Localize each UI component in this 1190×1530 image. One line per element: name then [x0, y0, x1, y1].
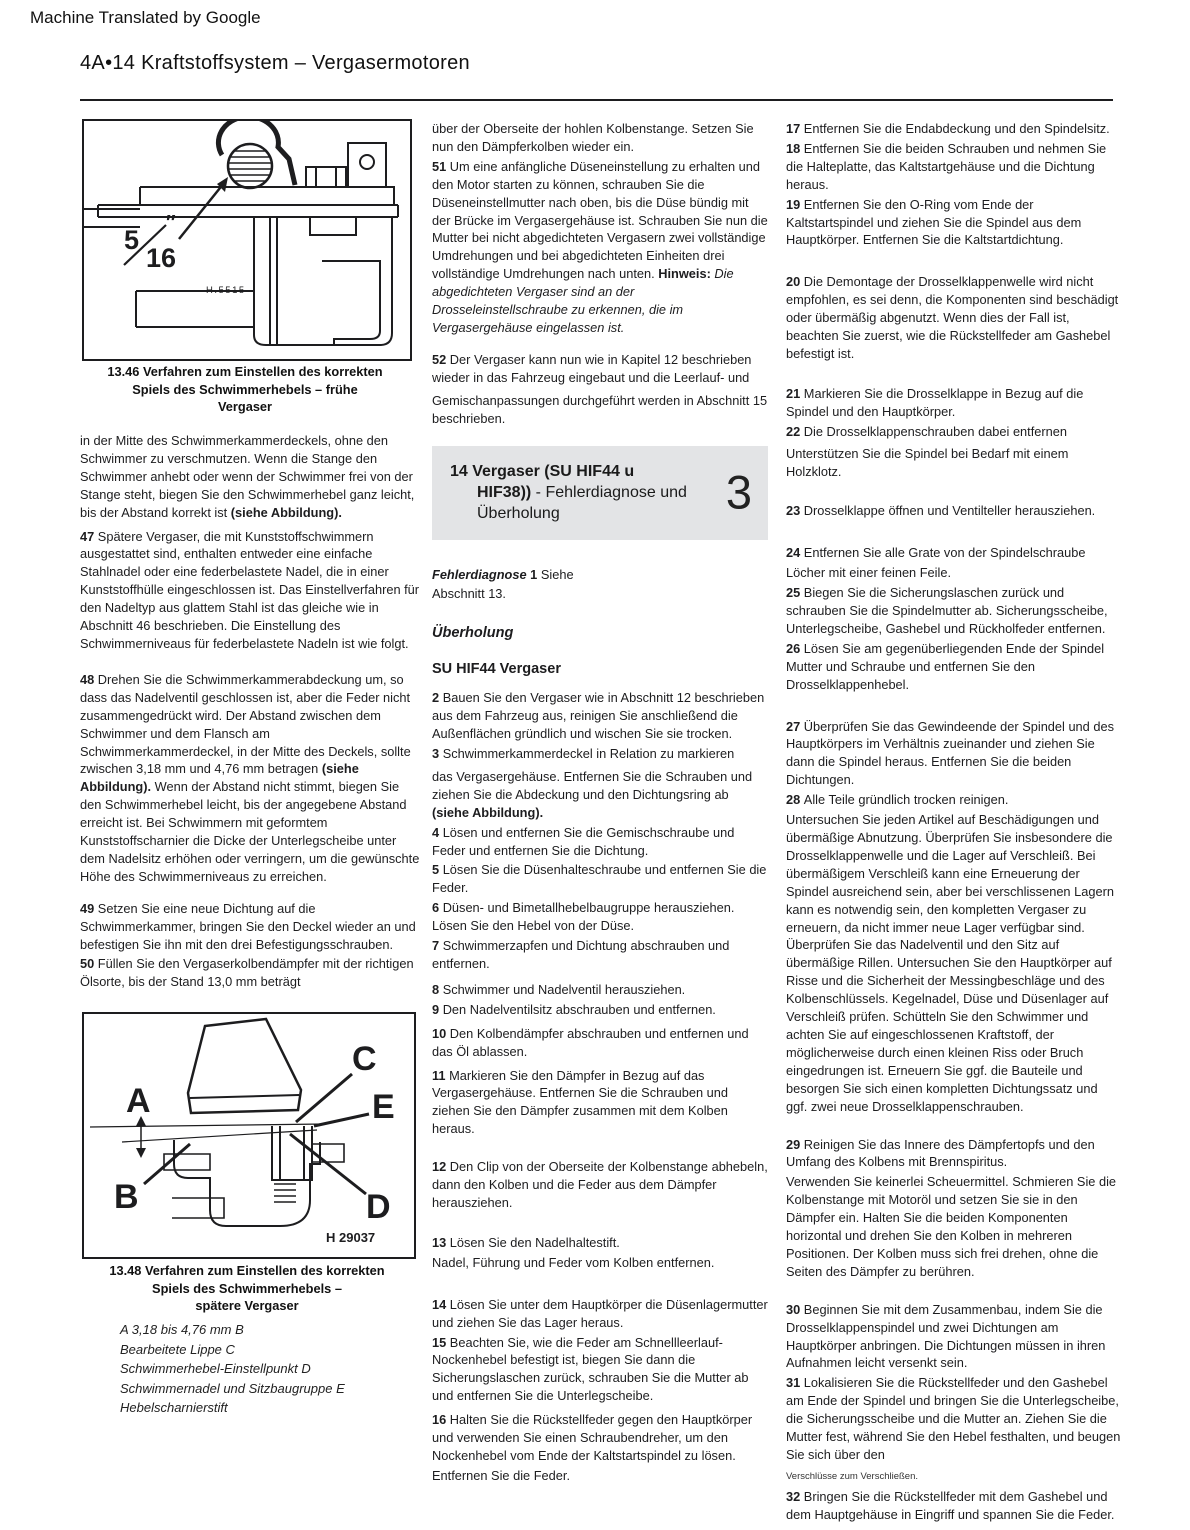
section-title-bold: HIF38)) — [477, 483, 532, 501]
paragraph — [432, 566, 768, 584]
text-run: in der Mitte des Schwimmerkammerdeckels, ohne den Schwimmer zu verschmutzen. Wenn die Stange den Schwimmer anhebt oder wenn der Schwimmer frei von der Stange steht, biegen Sie den Schwimmerhebel ganz leicht, bis der Abstand korrekt ist — [80, 433, 415, 520]
text-run: 7 — [432, 938, 443, 954]
text-run: 16 — [432, 1412, 450, 1428]
paragraph — [432, 1334, 768, 1406]
paragraph — [432, 937, 768, 973]
translation-watermark: Machine Translated by Google — [30, 8, 261, 27]
text-run: Untersuchen Sie jeden Artikel auf Beschädigungen und übermäßige Abnutzung. Überprüfen Sie insbesondere die Drosselklappenwelle und die Lager auf Verschleiß. Bei übermäßigem Verschleiß kann eine Erneuerung der Spindel ausreichend sein, aber bei verschlissenen Lagern kann es notwendig sein, den kompletten Vergaser zu erneuern, da nicht immer neue Lager verfügbar sind. Überprüfen Sie das Nadelventil und den Sitz auf übermäßige Rillen. Untersuchen Sie den Hauptkörper auf Risse und die Sicherheit der Messingbeschläge und des Kolbenschlüssels. Kegelnadel, Düse und Düsenlager auf Verschleiß prüfen. Schütteln Sie den Schwimmer und achten Sie auf eingeschlossenen Kraftstoff, der möglicherweise durch einen kleinen Riss oder Bruch eingedrungen ist. Erneuern Sie ggf. die Bauteile und besorgen Sie sich einen kompletten Dichtungssatz und ggf. zwei neue Drosselklappenschrauben. — [786, 812, 1114, 1114]
paragraph — [786, 718, 1121, 790]
label-b: B — [114, 1178, 139, 1216]
text-run: 47 — [80, 528, 98, 544]
text-run: 31 — [786, 1375, 804, 1391]
fraction-numerator: 5 — [124, 225, 140, 255]
text-run: 6 — [432, 900, 443, 916]
label-a: A — [126, 1082, 151, 1120]
paragraph — [786, 811, 1121, 1115]
text-run: 49 — [80, 900, 98, 916]
text-run: Den Kolbendämpfer abschrauben und entfernen und das Öl ablassen. — [432, 1025, 749, 1059]
paragraph — [432, 824, 768, 860]
text-run: 18 — [786, 140, 804, 156]
legend-line: Hebelscharnierstift — [120, 1400, 228, 1415]
text-run: 4 — [432, 824, 443, 840]
chapter-number: 3 — [725, 465, 752, 519]
legend-line: Schwimmernadel und Sitzbaugruppe E — [120, 1380, 345, 1396]
dimension-5-16-label — [124, 212, 176, 273]
text-run: Löcher mit einer feinen Feile. — [786, 565, 952, 581]
caption-line: Spiels des Schwimmerhebels – frühe — [132, 381, 358, 397]
text-run: 13 — [432, 1234, 450, 1250]
paragraph — [432, 981, 768, 999]
caption-line: Vergaser — [217, 399, 273, 414]
text-run: Entfernen Sie die Endabdeckung und den Spindelsitz. — [803, 121, 1110, 136]
paragraph — [432, 861, 768, 897]
text-run: Bringen Sie die Rückstellfeder mit dem Gashebel und dem Hauptgehäuse in Eingriff und spannen Sie die Feder. — [786, 1488, 1115, 1522]
section-title-line1: 14 Vergaser (SU HIF44 u — [450, 462, 635, 480]
text-run: Entfernen Sie die beiden Schrauben und nehmen Sie die Halteplatte, das Kaltstartgehäuse und die Dichtung heraus. — [786, 140, 1107, 192]
text-run: 51 — [432, 158, 450, 174]
text-run: Den Clip von der Oberseite der Kolbenstange abhebeln, dann den Kolben und die Feder aus dem Dämpfer herausziehen. — [432, 1159, 768, 1210]
text-run: 15 — [432, 1334, 450, 1350]
paragraph — [432, 351, 768, 387]
text-run: Drosselklappe öffnen und Ventilteller herausziehen. — [803, 503, 1096, 519]
text-run: 48 — [80, 671, 98, 687]
text-run: 32 — [786, 1488, 804, 1504]
text-run: Verschlüsse zum Verschließen. — [786, 1470, 919, 1482]
paragraph — [432, 158, 768, 337]
text-run: Alle Teile gründlich trocken reinigen. — [803, 792, 1009, 808]
text-run: Nadel, Führung und Feder vom Kolben entfernen. — [432, 1254, 715, 1270]
paragraph — [432, 1025, 768, 1061]
text-run: 1 — [530, 566, 541, 582]
text-run: Den Nadelventilsitz abschrauben und entfernen. — [442, 1001, 716, 1017]
text-run: 3 — [432, 746, 443, 762]
text-run: Der Vergaser kann nun wie in Kapitel 12 beschrieben wieder in das Fahrzeug eingebaut und die Leerlauf- und — [432, 351, 752, 385]
text-run: Füllen Sie den Vergaserkolbendämpfer mit der richtigen Ölsorte, bis der Stand 13,0 mm beträgt — [80, 956, 414, 990]
paragraph — [432, 745, 768, 763]
text-run: 27 — [786, 718, 804, 734]
text-run: Halten Sie die Rückstellfeder gegen den Hauptkörper und verwenden Sie einen Schraubendreher, um den Nockenhebel vom Ende der Kaltstartspindel zu lösen. — [432, 1412, 753, 1463]
paragraph — [786, 1466, 1121, 1486]
left-column-text — [80, 432, 420, 993]
paragraph — [432, 1411, 768, 1465]
paragraph — [432, 1001, 768, 1019]
figure-13-48-legend — [120, 1320, 410, 1418]
paragraph — [432, 1467, 768, 1485]
text-run: Lösen Sie den Nadelhaltestift. — [449, 1234, 620, 1250]
paragraph — [786, 120, 1121, 138]
text-run: Düsen- und Bimetallhebelbaugruppe herausziehen. Lösen Sie den Hebel von der Düse. — [432, 900, 735, 934]
text-run: 24 — [786, 545, 804, 561]
section-title-line3: Überholung — [477, 504, 560, 522]
text-run: 23 — [786, 503, 804, 519]
text-run: 26 — [786, 640, 804, 656]
text-run: 20 — [786, 274, 804, 290]
text-run: 11 — [432, 1067, 450, 1083]
text-run: Hinweis: — [658, 266, 711, 282]
text-run: Markieren Sie die Drosselklappe in Bezug auf die Spindel und den Hauptkörper. — [786, 385, 1084, 419]
paragraph — [786, 1136, 1121, 1172]
figure-13-48-caption — [82, 1262, 412, 1315]
text-run: Lösen und entfernen Sie die Gemischschraube und Feder und entfernen Sie die Dichtung. — [432, 824, 735, 858]
fraction-denominator: 16 — [146, 243, 177, 273]
text-run: Siehe — [540, 566, 574, 582]
text-run: Verwenden Sie keinerlei Scheuermittel. Schmieren Sie die Kolbenstange mit Motoröl und setzen Sie sie in den Dämpfer ein. Halten Sie die beiden Komponenten horizontal und drehen Sie den Kolben in mehreren Positionen. Der Kolben muss sich frei drehen, ohne die Seiten des Dämpfer zu berühren. — [786, 1174, 1117, 1279]
figure-13-46 — [82, 119, 412, 361]
text-run: Bauen Sie den Vergaser wie in Abschnitt 12 beschrieben aus dem Fahrzeug aus, reinigen Sie anschließend die Außenflächen gründlich und wischen Sie sie trocken. — [432, 690, 765, 742]
text-run: Reinigen Sie das Innere des Dämpfertopfs und den Umfang des Kolbens mit Brennspiritus. — [786, 1136, 1095, 1170]
text-run: Um eine anfängliche Düseneinstellung zu erhalten und den Motor starten zu können, schrauben Sie die Düseneinstellmutter nach oben, bis die Düse bündig mit der Brücke im Vergasergehäuse ist. Schrauben Sie nun die Mutter bei nicht abgedichteten Vergasern zwei vollständige Umdrehungen und bei abgedichteten Einheiten drei vollständige Umdrehungen nach unten. — [432, 158, 768, 282]
text-run: Gemischanpassungen durchgeführt werden in Abschnitt 15 beschrieben. — [432, 392, 768, 426]
text-run: Biegen Sie die Sicherungslaschen zurück und schrauben Sie die Spindelmutter ab. Sicherungsscheibe, Unterlegscheibe, Gashebel und Rückholfeder entfernen. — [786, 585, 1108, 636]
label-c: C — [352, 1040, 377, 1078]
text-run: SU HIF44 Vergaser — [432, 661, 561, 678]
text-run: Setzen Sie eine neue Dichtung auf die Schwimmerkammer, bringen Sie den Deckel wieder an und befestigen Sie ihn mit den drei Befestigungsschrauben. — [80, 900, 416, 952]
figure-13-46-caption — [82, 363, 408, 416]
float-lever-early-carburettor-drawing — [84, 121, 410, 359]
text-run: Lokalisieren Sie die Rückstellfeder und den Gashebel am Ende der Spindel und bringen Sie die Unterlegscheibe, die Sicherungsscheibe und die Mutter an. Ziehen Sie die Mutter fest, während Sie den Hebel festhalten, und beugen Sie sich über den — [786, 1375, 1121, 1462]
text-run: Die Drosselklappenschrauben dabei entfernen — [803, 423, 1068, 439]
paragraph — [786, 1488, 1121, 1524]
text-run: 22 — [786, 423, 804, 439]
paragraph — [80, 900, 420, 954]
caption-line: 13.46 Verfahren zum Einstellen des korrekten — [107, 364, 383, 379]
paragraph — [80, 955, 420, 991]
paragraph — [786, 445, 1121, 481]
heading — [432, 623, 768, 643]
text-run: das Vergasergehäuse. Entfernen Sie die Schrauben und ziehen Sie die Abdeckung und den Dichtungsring ab — [432, 768, 753, 802]
paragraph — [786, 584, 1121, 638]
paragraph — [80, 528, 420, 653]
paragraph — [432, 1234, 768, 1252]
paragraph — [786, 640, 1121, 694]
caption-line: 13.48 Verfahren zum Einstellen des korrekten — [109, 1263, 385, 1278]
middle-column-bottom-text — [432, 566, 768, 1485]
text-run: 5 — [432, 862, 443, 878]
paragraph — [786, 385, 1121, 421]
text-run: Schwimmerkammerdeckel in Relation zu markieren — [442, 746, 735, 762]
paragraph — [786, 196, 1121, 250]
text-run: 30 — [786, 1301, 804, 1317]
text-run: Überholung — [432, 625, 514, 642]
text-run: (siehe Abbildung). — [80, 761, 359, 795]
text-run: 21 — [786, 385, 804, 401]
paragraph — [786, 1301, 1121, 1373]
paragraph — [786, 544, 1121, 562]
text-run: 9 — [432, 1001, 443, 1017]
figure-13-48 — [82, 1012, 416, 1259]
text-run: 10 — [432, 1025, 450, 1041]
text-run: 52 — [432, 351, 450, 367]
paragraph — [432, 1158, 768, 1212]
right-column — [786, 120, 1121, 1526]
text-run: 29 — [786, 1136, 804, 1152]
legend-line: Bearbeitete Lippe C — [120, 1341, 235, 1357]
text-run: 14 — [432, 1296, 450, 1312]
text-run: (siehe Abbildung). — [432, 804, 544, 820]
middle-column-top-text — [432, 120, 768, 428]
text-run: Die Demontage der Drosselklappenwelle wird nicht empfohlen, es sei denn, die Komponenten sind beschädigt oder übermäßig abgenutzt. Wenn dies der Fall ist, beachten Sie zuerst, wie die Rückstellfeder am Gashebel befestigt ist. — [786, 274, 1119, 361]
text-run: Schwimmerzapfen und Dichtung abschrauben und entfernen. — [432, 938, 730, 971]
caption-line: Spiels des Schwimmerhebels – — [152, 1280, 342, 1296]
paragraph — [432, 120, 768, 156]
paragraph — [786, 1173, 1121, 1280]
paragraph — [432, 1296, 768, 1332]
caption-line: spätere Vergaser — [195, 1298, 299, 1313]
text-run: 28 — [786, 792, 804, 808]
header-divider — [80, 99, 1113, 101]
label-d: D — [366, 1188, 391, 1226]
text-run: 19 — [786, 196, 804, 212]
paragraph — [786, 423, 1121, 441]
text-run: 12 — [432, 1159, 450, 1175]
middle-column — [432, 120, 768, 1487]
paragraph — [786, 273, 1121, 363]
inch-mark: ″ — [166, 212, 176, 234]
text-run: Drehen Sie die Schwimmerkammerabdeckung um, so dass das Nadelventil geschlossen ist, aber die Feder nicht zusammengedrückt wird. Der Abstand zwischen dem Schwimmer und dem Flansch am Schwimmerkammerdeckel, in der Mitte des Deckels, sollte zwischen 3,18 mm und 4,76 mm betragen — [80, 671, 411, 777]
text-run: Markieren Sie den Dämpfer in Bezug auf das Vergasergehäuse. Entfernen Sie die Schrauben und ziehen Sie den Dämpfer zusammen mit dem Kolben heraus. — [432, 1067, 728, 1137]
text-run: 50 — [80, 956, 98, 972]
text-run: Die abgedichteten Vergaser sind an der Drosseleinstellschraube zu erkennen, die im Vergasergehäuse eingelassen ist. — [432, 266, 734, 335]
heading — [432, 659, 768, 679]
paragraph — [786, 791, 1121, 809]
legend-line: A 3,18 bis 4,76 mm B — [120, 1322, 244, 1337]
paragraph — [432, 768, 768, 822]
text-run: (siehe Abbildung). — [230, 504, 342, 520]
text-run: Lösen Sie unter dem Hauptkörper die Düsenlagermutter und ziehen Sie das Lager heraus. — [432, 1296, 768, 1330]
label-e: E — [372, 1088, 395, 1126]
legend-line: Schwimmerhebel-Einstellpunkt D — [120, 1361, 311, 1376]
text-run: Fehlerdiagnose — [432, 566, 531, 582]
text-run: über der Oberseite der hohlen Kolbenstange. Setzen Sie nun den Dämpferkolben wieder ein. — [432, 121, 754, 154]
paragraph — [432, 1254, 768, 1272]
text-run: Lösen Sie am gegenüberliegenden Ende der Spindel Mutter und Schraube und entfernen Sie den Drosselklappenhebel. — [786, 640, 1105, 692]
text-run: 2 — [432, 690, 443, 706]
text-run: Lösen Sie die Düsenhalteschraube und entfernen Sie die Feder. — [432, 862, 767, 896]
text-run: Spätere Vergaser, die mit Kunststoffschwimmern ausgestattet sind, enthalten entweder eine einfache Stahlnadel oder eine federbelastete Nadel, die in einer Kunststoffhülle eingeschlossen ist. Das Einstellverfahren für den Nadeltyp aus glattem Stahl ist das gleiche wie in Abschnitt 46 beschrieben. Die Einstellung des Schwimmerniveaus für federbelastete Nadeln ist wie folgt. — [80, 528, 420, 651]
text-run: Beginnen Sie mit dem Zusammenbau, indem Sie die Drosselklappenspindel und zwei Dichtungen am Hauptkörper anbringen. Die Dichtungen müssen in ihren Aufnahmen leicht versenkt sein. — [786, 1301, 1106, 1371]
section-title-rest: - Fehlerdiagnose und — [531, 483, 687, 501]
paragraph — [80, 671, 420, 886]
text-run: 25 — [786, 585, 804, 601]
paragraph — [80, 432, 420, 522]
float-lever-later-carburettor-drawing — [84, 1014, 414, 1257]
paragraph — [432, 1067, 768, 1139]
paragraph — [786, 1374, 1121, 1464]
text-run: 17 — [786, 121, 804, 136]
figure-code: H.5515 — [206, 285, 246, 296]
text-run: Wenn der Abstand nicht stimmt, biegen Sie den Schwimmerhebel leicht, bis der angegebene Abstand erreicht ist. Bei Schwimmern mit geformtem Kunststoffscharnier die Dicke der Unterlegscheibe unter dem Nadelsitz erhöhen oder verringern, um die gewünschte Höhe des Schwimmerniveaus zu erreichen. — [80, 779, 420, 884]
text-run: Beachten Sie, wie die Feder am Schnellleerlauf-Nockenhebel befestigt ist, biegen Sie dann die Sicherungslaschen zurück, schrauben Sie die Mutter ab und entfernen Sie die Unterlegscheibe. — [432, 1334, 749, 1404]
paragraph — [786, 140, 1121, 194]
text-run: Unterstützen Sie die Spindel bei Bedarf mit einem Holzklotz. — [786, 445, 1069, 479]
figure-code: H 29037 — [326, 1230, 376, 1245]
text-run: Abschnitt 13. — [432, 586, 506, 602]
paragraph — [432, 392, 768, 428]
page-title: 4A•14 Kraftstoffsystem – Vergasermotoren — [80, 52, 470, 74]
text-run: Schwimmer und Nadelventil herausziehen. — [442, 981, 686, 997]
text-run: Entfernen Sie die Feder. — [432, 1467, 571, 1483]
paragraph — [786, 564, 1121, 582]
paragraph — [432, 899, 768, 935]
section-heading-box — [432, 446, 768, 540]
paragraph — [432, 585, 768, 603]
text-run: Überprüfen Sie das Gewindeende der Spindel und des Hauptkörpers im Verhältnis zueinander und ziehen Sie dann die Spindel heraus. Entfernen Sie die beiden Dichtungen. — [786, 718, 1114, 788]
paragraph — [432, 689, 768, 743]
text-run: Entfernen Sie den O-Ring vom Ende der Kaltstartspindel und ziehen Sie die Spindel aus dem Hauptkörper. Entfernen Sie die Kaltstartdichtung. — [786, 196, 1082, 248]
paragraph — [786, 502, 1121, 520]
text-run: Entfernen Sie alle Grate von der Spindelschraube — [803, 545, 1086, 561]
text-run: 8 — [432, 981, 443, 997]
